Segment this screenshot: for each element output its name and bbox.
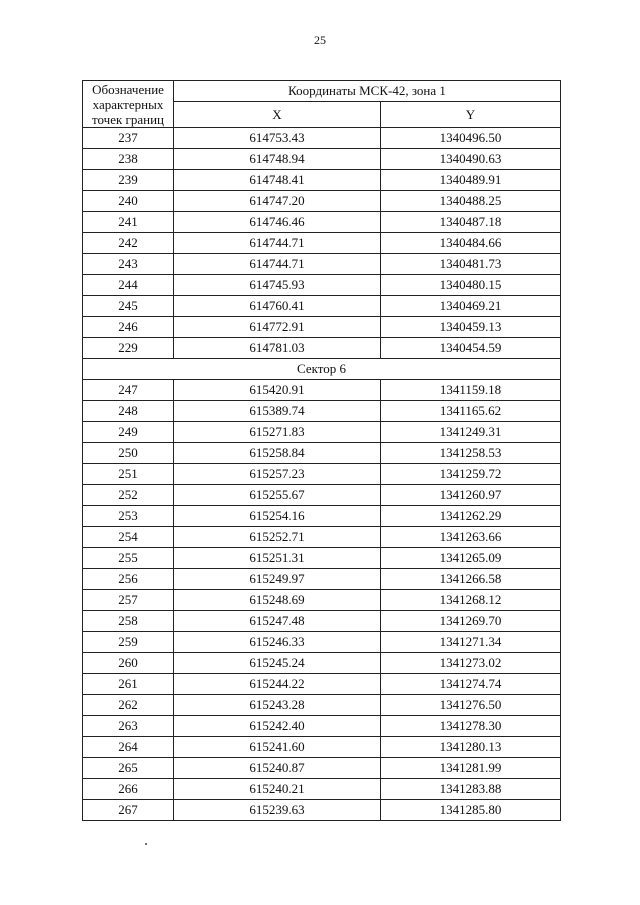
x-coordinate-cell: 615241.60	[174, 737, 381, 758]
x-coordinate-cell: 615252.71	[174, 527, 381, 548]
point-number-cell: 255	[83, 548, 174, 569]
point-number-cell: 253	[83, 506, 174, 527]
table-row	[83, 485, 561, 506]
point-number-cell: 250	[83, 443, 174, 464]
table-row	[83, 254, 561, 275]
x-column-header: X	[174, 102, 381, 128]
y-coordinate-cell: 1341268.12	[381, 590, 561, 611]
table-row	[83, 464, 561, 485]
point-number-cell: 257	[83, 590, 174, 611]
point-number-cell: 249	[83, 422, 174, 443]
y-coordinate-cell: 1341281.99	[381, 758, 561, 779]
point-number-cell: 259	[83, 632, 174, 653]
x-coordinate-cell: 615420.91	[174, 380, 381, 401]
rows-after-section	[83, 380, 561, 821]
x-coordinate-cell: 614744.71	[174, 233, 381, 254]
y-coordinate-cell: 1341262.29	[381, 506, 561, 527]
point-number-cell: 260	[83, 653, 174, 674]
x-coordinate-cell: 615244.22	[174, 674, 381, 695]
x-coordinate-cell: 615242.40	[174, 716, 381, 737]
y-coordinate-cell: 1341273.02	[381, 653, 561, 674]
rows-before-section	[83, 128, 561, 359]
table-row	[83, 233, 561, 254]
y-coordinate-cell: 1341159.18	[381, 380, 561, 401]
section-row-group	[83, 359, 561, 380]
x-coordinate-cell: 614746.46	[174, 212, 381, 233]
y-coordinate-cell: 1340496.50	[381, 128, 561, 149]
x-coordinate-cell: 615258.84	[174, 443, 381, 464]
y-coordinate-cell: 1341274.74	[381, 674, 561, 695]
x-coordinate-cell: 614753.43	[174, 128, 381, 149]
point-number-cell: 266	[83, 779, 174, 800]
table-row	[83, 779, 561, 800]
y-coordinate-cell: 1340488.25	[381, 191, 561, 212]
y-coordinate-cell: 1340489.91	[381, 170, 561, 191]
table-row	[83, 317, 561, 338]
table-row	[83, 191, 561, 212]
y-coordinate-cell: 1341263.66	[381, 527, 561, 548]
point-number-cell: 254	[83, 527, 174, 548]
table-row	[83, 737, 561, 758]
table-row	[83, 149, 561, 170]
point-number-cell: 229	[83, 338, 174, 359]
y-coordinate-cell: 1341266.58	[381, 569, 561, 590]
table-row	[83, 569, 561, 590]
point-number-cell: 248	[83, 401, 174, 422]
table-row	[83, 128, 561, 149]
point-number-cell: 256	[83, 569, 174, 590]
table-row	[83, 590, 561, 611]
x-coordinate-cell: 615240.21	[174, 779, 381, 800]
y-coordinate-cell: 1341260.97	[381, 485, 561, 506]
point-number-cell: 240	[83, 191, 174, 212]
table-row	[83, 443, 561, 464]
y-coordinate-cell: 1341283.88	[381, 779, 561, 800]
y-column-header: Y	[381, 102, 561, 128]
point-number-cell: 245	[83, 296, 174, 317]
y-coordinate-cell: 1341165.62	[381, 401, 561, 422]
coordinates-table	[82, 80, 561, 821]
point-number-cell: 267	[83, 800, 174, 821]
point-number-cell: 252	[83, 485, 174, 506]
table-row	[83, 170, 561, 191]
y-coordinate-cell: 1341259.72	[381, 464, 561, 485]
point-number-cell: 265	[83, 758, 174, 779]
point-designation-header	[83, 81, 174, 128]
y-coordinate-cell: 1341265.09	[381, 548, 561, 569]
x-coordinate-cell: 614781.03	[174, 338, 381, 359]
point-number-cell: 263	[83, 716, 174, 737]
table-row	[83, 506, 561, 527]
x-coordinate-cell: 615245.24	[174, 653, 381, 674]
y-coordinate-cell: 1341276.50	[381, 695, 561, 716]
x-coordinate-cell: 615251.31	[174, 548, 381, 569]
x-coordinate-cell: 614772.91	[174, 317, 381, 338]
header-line: Обозначение	[92, 82, 164, 97]
x-coordinate-cell: 615255.67	[174, 485, 381, 506]
point-number-cell: 238	[83, 149, 174, 170]
table-row	[83, 380, 561, 401]
table-row	[83, 800, 561, 821]
y-coordinate-cell: 1340487.18	[381, 212, 561, 233]
table-row	[83, 653, 561, 674]
y-coordinate-cell: 1341269.70	[381, 611, 561, 632]
y-coordinate-cell: 1341271.34	[381, 632, 561, 653]
x-coordinate-cell: 615243.28	[174, 695, 381, 716]
table-row	[83, 695, 561, 716]
y-coordinate-cell: 1341249.31	[381, 422, 561, 443]
x-coordinate-cell: 615389.74	[174, 401, 381, 422]
section-title: Сектор 6	[83, 359, 561, 380]
x-coordinate-cell: 614744.71	[174, 254, 381, 275]
table-row	[83, 716, 561, 737]
point-number-cell: 243	[83, 254, 174, 275]
x-coordinate-cell: 614748.41	[174, 170, 381, 191]
table-row	[83, 338, 561, 359]
y-coordinate-cell: 1340469.21	[381, 296, 561, 317]
coordinate-system-header: Координаты МСК-42, зона 1	[174, 81, 561, 102]
point-number-cell: 258	[83, 611, 174, 632]
table-row	[83, 632, 561, 653]
y-coordinate-cell: 1340484.66	[381, 233, 561, 254]
scan-speck	[145, 843, 147, 845]
table-row	[83, 422, 561, 443]
x-coordinate-cell: 615271.83	[174, 422, 381, 443]
header-line: точек границ	[91, 112, 165, 127]
y-coordinate-cell: 1341278.30	[381, 716, 561, 737]
table-row	[83, 758, 561, 779]
y-coordinate-cell: 1341280.13	[381, 737, 561, 758]
x-coordinate-cell: 615254.16	[174, 506, 381, 527]
x-coordinate-cell: 615248.69	[174, 590, 381, 611]
table-row	[83, 674, 561, 695]
point-number-cell: 244	[83, 275, 174, 296]
point-number-cell: 239	[83, 170, 174, 191]
point-number-cell: 241	[83, 212, 174, 233]
x-coordinate-cell: 614747.20	[174, 191, 381, 212]
y-coordinate-cell: 1340480.15	[381, 275, 561, 296]
y-coordinate-cell: 1340454.59	[381, 338, 561, 359]
header-line: характерных	[92, 97, 164, 112]
y-coordinate-cell: 1341285.80	[381, 800, 561, 821]
x-coordinate-cell: 615257.23	[174, 464, 381, 485]
table-row	[83, 548, 561, 569]
point-number-cell: 237	[83, 128, 174, 149]
table-row	[83, 401, 561, 422]
x-coordinate-cell: 615246.33	[174, 632, 381, 653]
table-row	[83, 212, 561, 233]
x-coordinate-cell: 615247.48	[174, 611, 381, 632]
x-coordinate-cell: 614745.93	[174, 275, 381, 296]
y-coordinate-cell: 1341258.53	[381, 443, 561, 464]
point-number-cell: 261	[83, 674, 174, 695]
x-coordinate-cell: 615239.63	[174, 800, 381, 821]
point-number-cell: 262	[83, 695, 174, 716]
point-number-cell: 247	[83, 380, 174, 401]
x-coordinate-cell: 615240.87	[174, 758, 381, 779]
point-number-cell: 246	[83, 317, 174, 338]
point-number-cell: 251	[83, 464, 174, 485]
point-number-cell: 242	[83, 233, 174, 254]
x-coordinate-cell: 615249.97	[174, 569, 381, 590]
table-row	[83, 611, 561, 632]
table-row	[83, 527, 561, 548]
page-number: 25	[314, 33, 326, 47]
point-number-cell: 264	[83, 737, 174, 758]
y-coordinate-cell: 1340481.73	[381, 254, 561, 275]
table-row	[83, 296, 561, 317]
y-coordinate-cell: 1340459.13	[381, 317, 561, 338]
x-coordinate-cell: 614748.94	[174, 149, 381, 170]
table-row	[83, 275, 561, 296]
y-coordinate-cell: 1340490.63	[381, 149, 561, 170]
x-coordinate-cell: 614760.41	[174, 296, 381, 317]
